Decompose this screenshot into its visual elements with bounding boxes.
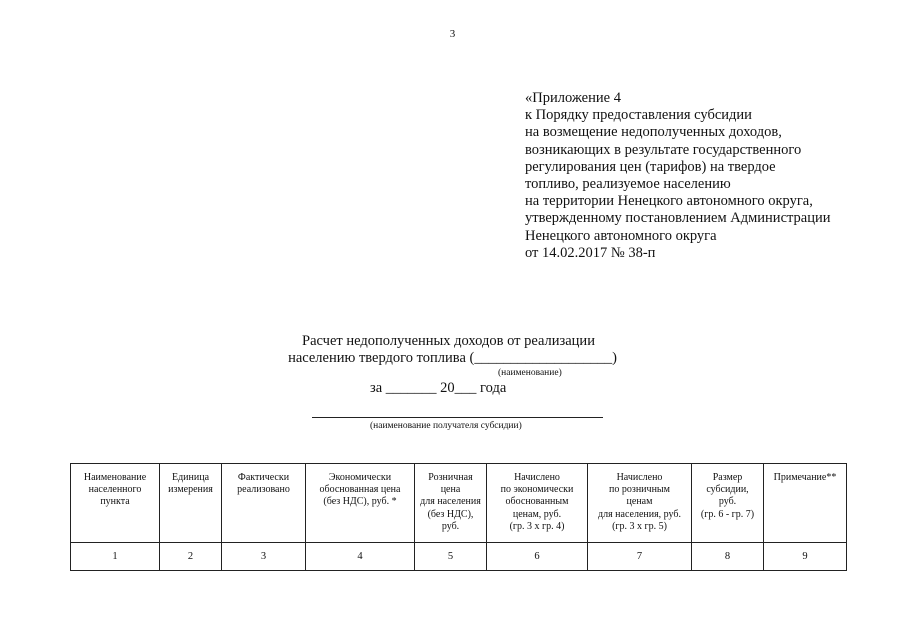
- appendix-line: к Порядку предоставления субсидии: [525, 107, 752, 124]
- calculation-title-line2: населению твердого топлива (___________________): [288, 350, 617, 366]
- appendix-line: возникающих в результате государственного: [525, 141, 802, 158]
- column-number: 8: [692, 543, 764, 571]
- table-header-row: [71, 464, 847, 543]
- fuel-name-caption: (наименование): [498, 368, 562, 378]
- header-accrued-retail: Начислено по розничным ценам для населения, руб. (гр. 3 х гр. 5): [588, 464, 692, 543]
- table-number-row: [71, 543, 847, 571]
- calculation-table: [70, 463, 847, 571]
- appendix-note: [525, 90, 885, 262]
- column-number: 7: [588, 543, 692, 571]
- appendix-line: Ненецкого автономного округа: [525, 227, 717, 244]
- header-unit: Единица измерения: [160, 464, 222, 543]
- column-number: 9: [764, 543, 847, 571]
- header-settlement: Наименование населенного пункта: [71, 464, 160, 543]
- header-accrued-economic: Начислено по экономически обоснованным ценам, руб. (гр. 3 х гр. 4): [487, 464, 588, 543]
- column-number: 6: [487, 543, 588, 571]
- appendix-line: утвержденному постановлением Администрации: [525, 210, 831, 227]
- recipient-caption: (наименование получателя субсидии): [370, 421, 522, 431]
- column-number: 1: [71, 543, 160, 571]
- header-economic-price: Экономически обоснованная цена (без НДС), руб. *: [306, 464, 415, 543]
- column-number: 2: [160, 543, 222, 571]
- calculation-title-line1: Расчет недополученных доходов от реализации: [302, 333, 595, 349]
- appendix-line: на возмещение недополученных доходов,: [525, 124, 782, 141]
- header-note: Примечание**: [764, 464, 847, 543]
- period-line: за _______ 20___ года: [370, 380, 507, 396]
- column-number: 5: [415, 543, 487, 571]
- page-number: 3: [449, 28, 456, 40]
- column-number: 3: [222, 543, 306, 571]
- column-number: 4: [306, 543, 415, 571]
- header-retail-price: Розничная цена для населения (без НДС), руб.: [415, 464, 487, 543]
- appendix-line: топливо, реализуемое населению: [525, 176, 731, 193]
- recipient-underline: [312, 417, 603, 418]
- appendix-line: «Приложение 4: [525, 90, 621, 106]
- appendix-line: регулирования цен (тарифов) на твердое: [525, 158, 776, 175]
- header-subsidy: Размер субсидии, руб. (гр. 6 - гр. 7): [692, 464, 764, 543]
- header-actual-sold: Фактически реализовано: [222, 464, 306, 543]
- appendix-line: на территории Ненецкого автономного округа,: [525, 193, 813, 210]
- appendix-line: от 14.02.2017 № 38-п: [525, 244, 656, 261]
